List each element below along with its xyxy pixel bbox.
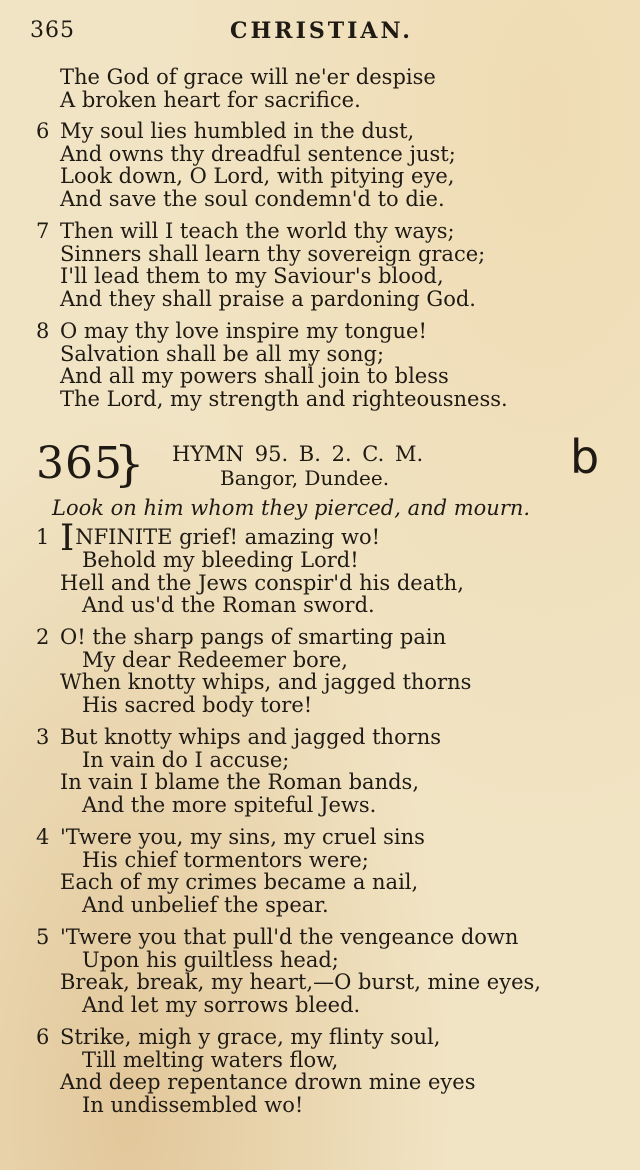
verse-line: Hell and the Jews conspir'd his death,: [60, 570, 464, 595]
stanza-number: 5: [36, 925, 50, 949]
verse-line: The God of grace will ne'er despise: [60, 65, 436, 89]
verse-line: Behold my bleeding Lord!: [82, 548, 359, 572]
verse-line: Break, break, my heart,—O burst, mine eyes,: [60, 970, 541, 994]
verse-line: My dear Redeemer bore,: [82, 647, 348, 672]
page-header: [30, 18, 610, 52]
verse-line: And the more spiteful Jews.: [82, 792, 377, 817]
stanza-5: [36, 926, 616, 1016]
verse-line: O may thy love inspire my tongue!: [60, 319, 427, 343]
verse-line: And us'd the Roman sword.: [82, 593, 375, 617]
verse-line: And let my sorrows bleed.: [82, 992, 361, 1017]
hymn-subject: Look on him whom they pierced, and mourn.: [52, 496, 531, 520]
verse-line: Sinners shall learn thy sovereign grace;: [60, 241, 486, 266]
signature-letter: b: [570, 430, 600, 484]
stanza-number: 7: [36, 219, 50, 243]
prev-hymn-continuation: [36, 66, 616, 111]
verse-line: 'Twere you that pull'd the vengeance down: [60, 925, 519, 949]
verse-line: And all my powers shall join to bless: [60, 364, 449, 388]
stanza-4: [36, 826, 616, 916]
first-verse-line: [36, 518, 616, 559]
hymn-number: 365: [36, 438, 123, 489]
stanza-number: 3: [36, 725, 50, 749]
drop-cap: I: [60, 518, 75, 559]
verse-line: But knotty whips and jagged thorns: [60, 725, 442, 749]
verse-line: Then will I teach the world thy ways;: [60, 219, 455, 243]
verse-line: When knotty whips, and jagged thorns: [60, 670, 472, 694]
verse-line: Till melting waters flow,: [82, 1047, 339, 1072]
stanza-number: 6: [36, 119, 50, 143]
verse-line: Each of my crimes became a nail,: [60, 870, 419, 894]
verse-line: And they shall praise a pardoning God.: [60, 286, 476, 311]
verse-line: And save the soul condemn'd to die.: [60, 186, 445, 211]
verse-line: Strike, migh y grace, my flinty soul,: [60, 1025, 441, 1049]
stanza-number: 2: [36, 625, 50, 649]
prev-stanza-8: [36, 320, 616, 410]
verse-line: And deep repentance drown mine eyes: [60, 1070, 476, 1094]
stanza-number: 4: [36, 825, 50, 849]
verse-line: Salvation shall be all my song;: [60, 341, 385, 366]
verse-line: My soul lies humbled in the dust,: [60, 119, 415, 143]
stanza-2: [36, 626, 616, 716]
stanza-number: 8: [36, 319, 50, 343]
verse-line: Look down, O Lord, with pitying eye,: [60, 164, 455, 188]
verse-line: In vain do I accuse;: [82, 747, 290, 772]
brace-symbol: }: [114, 436, 145, 492]
hymn-heading: [36, 430, 616, 500]
verse-line: Upon his guiltless head;: [82, 947, 339, 972]
verse-line: His chief tormentors were;: [82, 847, 369, 872]
stanza-number: 1: [36, 525, 50, 549]
verse-line: And unbelief the spear.: [82, 892, 329, 917]
stanza-number: 6: [36, 1025, 50, 1049]
verse-line: O! the sharp pangs of smarting pain: [60, 625, 447, 649]
verse-line: A broken heart for sacrifice.: [60, 87, 361, 112]
verse-line: In undissembled wo!: [82, 1092, 304, 1117]
verse-line: In vain I blame the Roman bands,: [60, 770, 419, 794]
verse-line: His sacred body tore!: [82, 692, 313, 717]
tune-names: Bangor, Dundee.: [220, 466, 390, 490]
verse-line: The Lord, my strength and righteousness.: [60, 386, 508, 411]
page-number: 365: [30, 18, 75, 43]
running-title: CHRISTIAN.: [230, 18, 413, 44]
verse-line: I'll lead them to my Saviour's blood,: [60, 264, 444, 288]
hymn-info: HYMN 95. B. 2. C. M.: [172, 442, 424, 466]
prev-stanza-6: [36, 120, 616, 210]
prev-stanza-7: [36, 220, 616, 310]
stanza-6: [36, 1026, 616, 1116]
first-line-rest: NFINITE grief! amazing wo!: [75, 525, 381, 549]
stanza-3: [36, 726, 616, 816]
verse-line: And owns thy dreadful sentence just;: [60, 141, 456, 166]
verse-line: 'Twere you, my sins, my cruel sins: [60, 825, 425, 849]
stanza-1: [36, 518, 616, 617]
